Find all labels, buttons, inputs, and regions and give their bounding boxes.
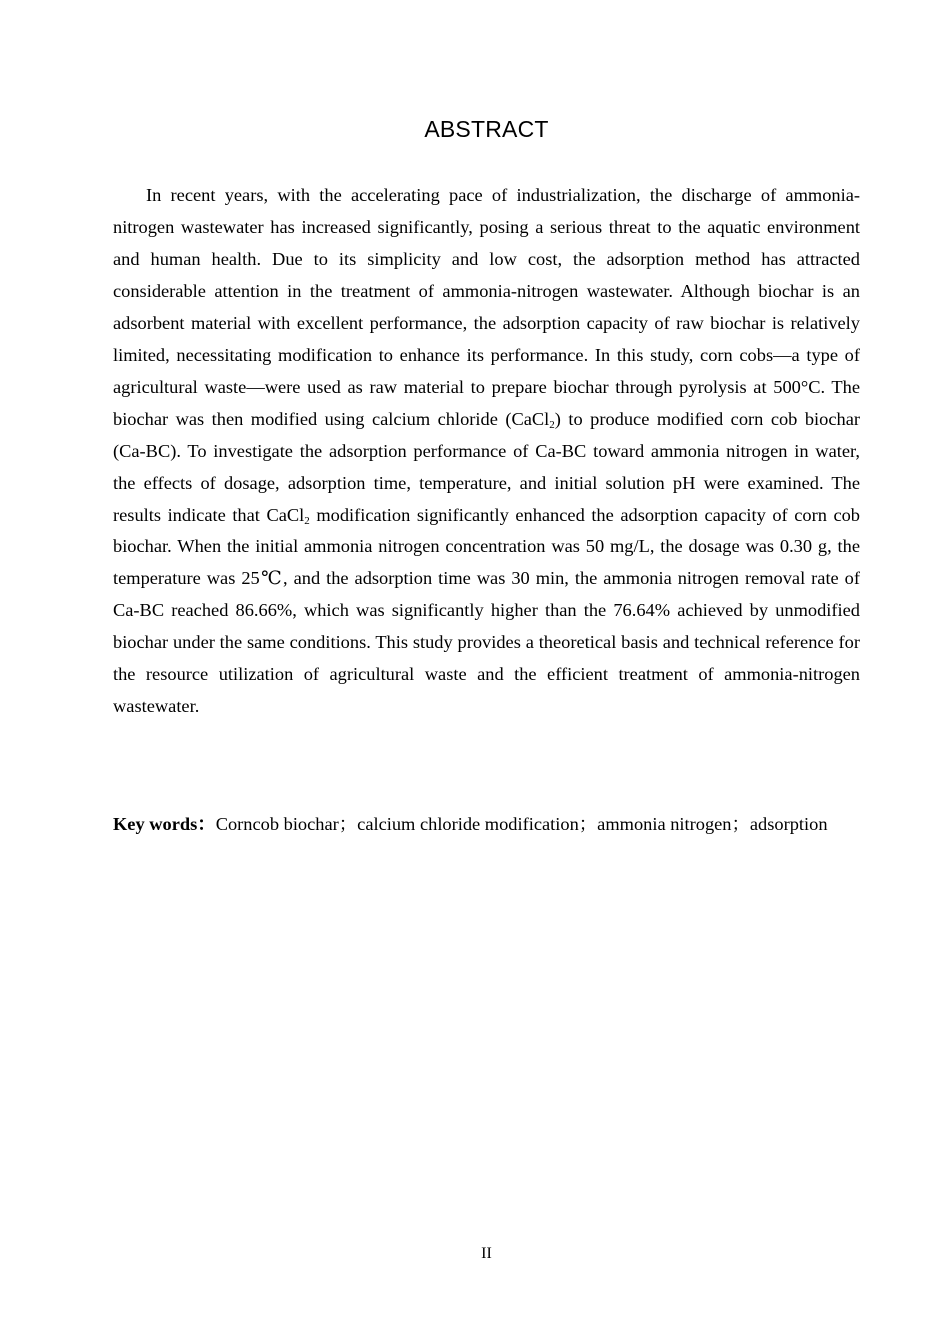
abstract-text-part-3: modification significantly enhanced the adsorption capacity of corn cob biochar. When the initial ammonia nitrogen concentration was 50 mg/L, the dosage was 0.30 g, the temperature was 25℃, and the adsorption time was 30 min, the ammonia nitrogen removal rate of Ca-BC reached 86.66%, which was significantly higher than the 76.64% achieved by unmodified biochar under the same conditions. This study provides a theoretical basis and technical reference for the resource utilization of agricultural waste and the efficient treatment of ammonia-nitrogen wastewater. [113, 504, 860, 717]
abstract-text-part-1: In recent years, with the accelerating pace of industrialization, the discharge of ammonia-nitrogen wastewater has increased significantly, posing a serious threat to the aquatic environment and human health. Due to its simplicity and low cost, the adsorption method has attracted considerable attention in the treatment of ammonia-nitrogen wastewater. Although biochar is an adsorbent material with excellent performance, the adsorption capacity of raw biochar is relatively limited, necessitating modification to enhance its performance. In this study, corn cobs—a type of agricultural waste—were used as raw material to prepare biochar through pyrolysis at 500°C. The biochar was then modified using calcium chloride (CaCl [113, 185, 860, 429]
page-number: II [481, 1245, 492, 1262]
abstract-body [113, 180, 860, 723]
abstract-text-part-2: ) to produce modified corn cob biochar (Ca-BC). To investigate the adsorption performance of Ca-BC toward ammonia nitrogen in water, the effects of dosage, adsorption time, temperature, and initial solution pH were examined. The results indicate that CaCl [113, 408, 860, 525]
keywords-list: Corncob biochar；calcium chloride modification；ammonia nitrogen；adsorption [215, 814, 828, 834]
subscript-2: 2 [549, 418, 555, 431]
keywords-section [113, 808, 860, 840]
subscript-2: 2 [304, 514, 310, 527]
abstract-title: ABSTRACT [424, 116, 549, 142]
keywords-label: Key words： [113, 814, 216, 834]
